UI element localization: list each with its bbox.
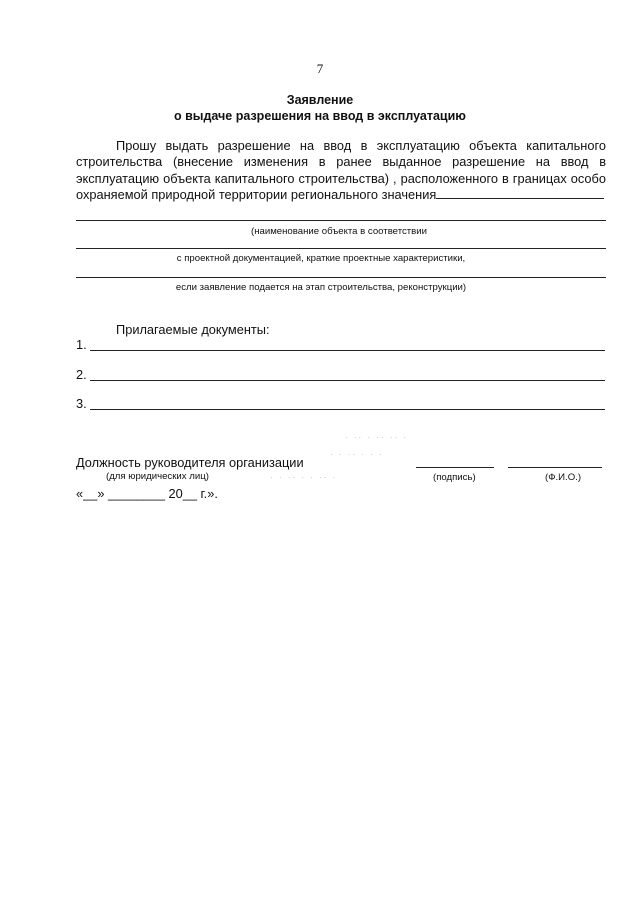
attachment-line-3[interactable] xyxy=(90,409,605,410)
request-paragraph xyxy=(76,138,606,203)
attachment-number-2: 2. xyxy=(76,367,87,382)
position-label: Должность руководителя организации xyxy=(76,455,304,470)
caption-project-docs-text: с проектной документацией, краткие проектные характеристики, xyxy=(176,253,466,264)
signature-line[interactable] xyxy=(416,467,494,468)
legal-entities-note: (для юридических лиц) xyxy=(106,471,209,482)
object-name-line-3[interactable] xyxy=(76,277,606,278)
attachment-number-1: 1. xyxy=(76,337,87,352)
full-name-caption: (Ф.И.О.) xyxy=(545,472,582,483)
caption-stage xyxy=(0,282,640,293)
date-line: «__» ________ 20__ г.». xyxy=(76,486,218,501)
full-name-line[interactable] xyxy=(508,467,602,468)
caption-stage-text: если заявление подается на этап строительства, реконструкции) xyxy=(175,282,467,293)
signature-caption: (подпись) xyxy=(433,472,476,483)
title-line-2: о выдаче разрешения на ввод в эксплуатацию xyxy=(174,109,466,123)
object-name-line-1[interactable] xyxy=(76,220,606,221)
attachments-heading: Прилагаемые документы: xyxy=(116,322,270,337)
attachment-line-1[interactable] xyxy=(90,350,605,351)
page-number: 7 xyxy=(316,61,324,76)
caption-project-docs xyxy=(0,253,640,264)
scan-smudge: · ·· · ·· ·· · xyxy=(345,433,409,442)
attachment-line-2[interactable] xyxy=(90,380,605,381)
caption-object-name xyxy=(0,226,640,237)
object-name-line-2[interactable] xyxy=(76,248,606,249)
attachment-number-3: 3. xyxy=(76,396,87,411)
title-line-1: Заявление xyxy=(286,93,354,107)
object-name-field-start[interactable] xyxy=(436,188,604,199)
scan-smudge: · · ·· · · ·· · xyxy=(270,473,338,482)
request-text: Прошу выдать разрешение на ввод в эксплуатацию объекта капитального строительства (внесение изменения в ранее выданное разрешение на ввод в эксплуатацию объекта капитального строительства) , расположенного в границах особо охраняемой природной территории регионального значения xyxy=(76,138,606,202)
caption-object-name-text: (наименование объекта в соответствии xyxy=(251,226,427,237)
scan-smudge: · · ·· · · · xyxy=(330,450,384,459)
